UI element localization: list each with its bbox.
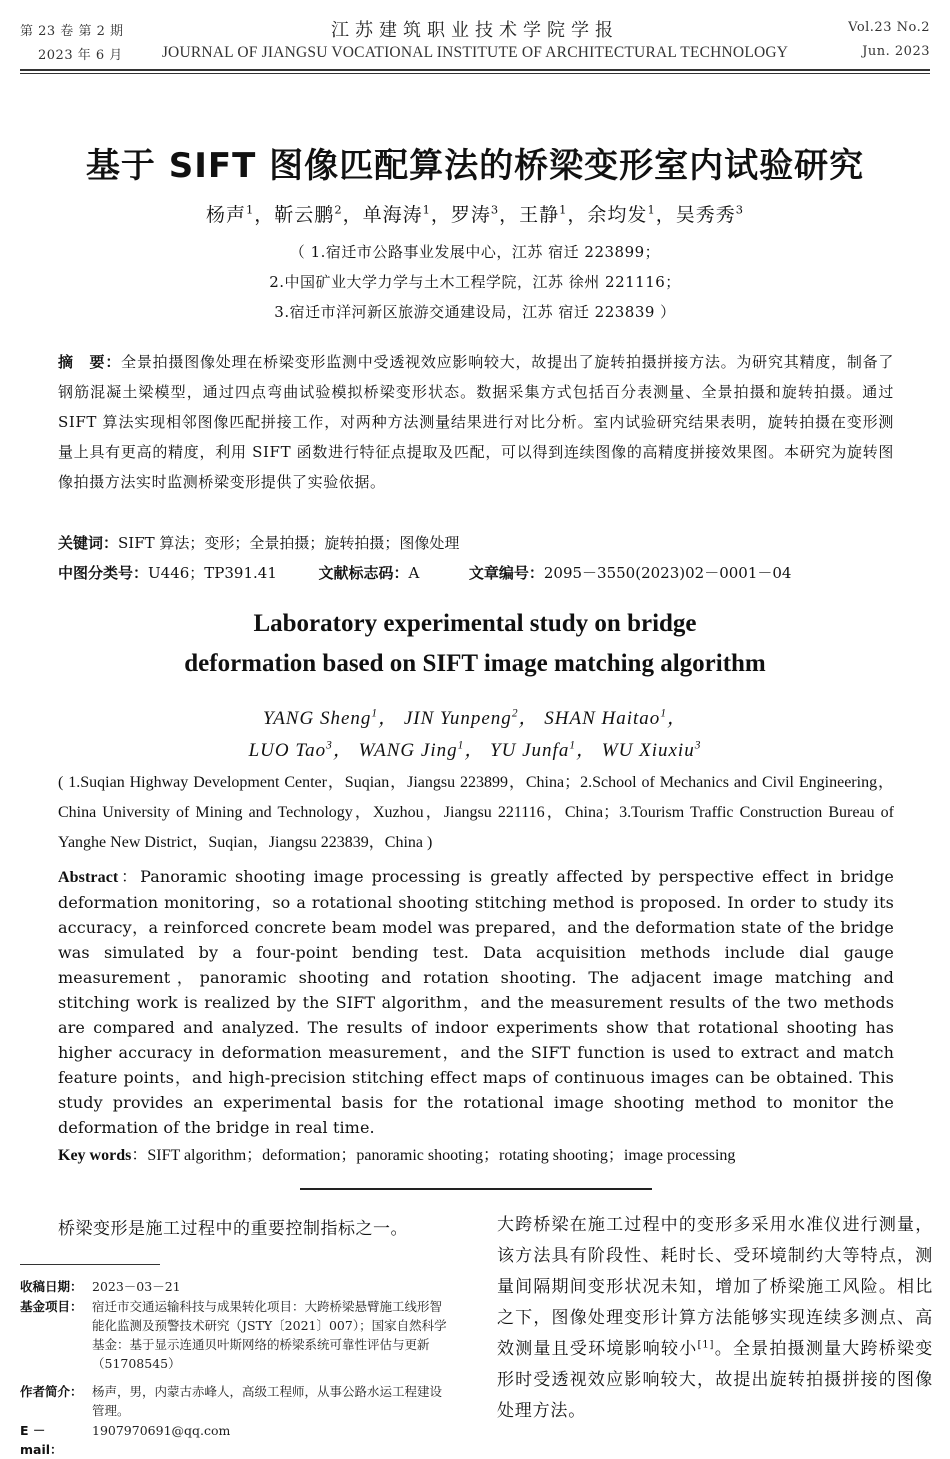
author-en-2-name: WU Xiuxiu: [601, 740, 695, 761]
title-en-line-1: Laboratory experimental study on bridge: [253, 610, 697, 637]
author-cn-affil-marker: 1: [422, 202, 431, 217]
publish-date-en: Jun. 2023: [862, 44, 930, 59]
volume-number-en: Vol.23 No.2: [848, 20, 930, 35]
author-en-1-name: YANG Sheng: [262, 708, 372, 729]
keywords-cn-text: SIFT 算法；变形；全景拍摄；旋转拍摄；图像处理: [118, 534, 460, 552]
keywords-en-label: Key words: [58, 1147, 132, 1164]
fund-label: 基金项目：: [20, 1299, 83, 1314]
title-en-line-2: deformation based on SIFT image matching algorithm: [184, 650, 766, 677]
abstract-cn-text: 全景拍摄图像处理在桥梁变形监测中受透视效应影响较大，故提出了旋转拍摄拼接方法。为研究其精度，制备了钢筋混凝土梁模型，通过四点弯曲试验模拟桥梁变形状态。数据采集方式包括百分表测量、全景拍摄和旋转拍摄。通过 SIFT 算法实现相邻图像匹配拼接工作，对两种方法测量结果进行对比分析。室内试验研究结果表明，旋转拍摄在变形测量上具有更高的精度，利用 SIFT 函数进行特征点提取及匹配，可以得到连续图像的高精度拼接效果图。本研究为旋转图像拍摄方法实时监测桥梁变形提供了实验依据。: [58, 353, 894, 491]
doc-code-label: 文献标志码：: [318, 564, 409, 582]
keywords-cn-label: 关键词：: [58, 534, 119, 552]
keywords-en-text: SIFT algorithm；deformation；panoramic shooting；rotating shooting；image processing: [147, 1147, 736, 1164]
author-cn-name: 罗涛: [450, 204, 491, 226]
footnote-fund: [20, 1297, 460, 1373]
author-cn-name: 王静: [519, 204, 560, 226]
email-value[interactable]: 1907970691@qq.com: [92, 1423, 231, 1438]
body-left-line: 桥梁变形是施工过程中的重要控制指标之一。: [58, 1219, 408, 1239]
author-cn-affil-marker: 1: [559, 202, 568, 217]
author-bio-label: 作者简介：: [20, 1384, 83, 1399]
publish-date: 2023 年 6 月: [38, 48, 123, 63]
received-label: 收稿日期：: [20, 1279, 83, 1294]
fund-value: 宿迁市交通运输科技与成果转化项目：大跨桥梁悬臂施工线形智能化监测及预警技术研究（JSTY〔2021〕007）；国家自然科学基金：基于显示连通贝叶斯网络的桥梁系统可靠性评估与更新（51708545）: [92, 1299, 447, 1371]
footnote-received: [20, 1277, 460, 1296]
journal-title-en: JOURNAL OF JIANGSU VOCATIONAL INSTITUTE OF ARCHITECTURAL TECHNOLOGY: [161, 44, 789, 61]
journal-title-cn: 江苏建筑职业技术学院学报: [331, 20, 619, 41]
abstract-en-label: Abstract: [58, 869, 119, 886]
body-right-paragraph: [497, 1210, 933, 1427]
author-en-1-name: JIN Yunpeng: [403, 708, 512, 729]
clc-label: 中图分类号：: [58, 564, 149, 582]
author-en-1-name: SHAN Haitao: [544, 708, 661, 729]
author-cn-affil-marker: 2: [334, 202, 343, 217]
header-rule-thick: [20, 69, 930, 71]
doc-code-value: A: [408, 564, 420, 582]
affiliation-cn-2: 2.中国矿业大学力学与土木工程学院，江苏 徐州 221116；: [269, 273, 681, 291]
section-divider: [300, 1188, 652, 1190]
author-en-2-affil-marker: 3: [326, 739, 333, 752]
footnote-rule: [20, 1264, 160, 1265]
author-list-en-2: LUO Tao$^3$， WANG Jing$^1$， YU Junfa$^1$， WU Xiuxiu$^3$: [248, 739, 702, 761]
email-label: E － mail：: [20, 1423, 63, 1457]
body-right-text: 大跨桥梁在施工过程中的变形多采用水准仪进行测量，该方法具有阶段性、耗时长、受环境制约大等特点，测量间隔期间变形状况未知，增加了桥梁施工风险。相比之下，图像处理变形计算方法能够实现连续多测点、高效测量且受环境影响较小: [497, 1215, 933, 1359]
clc-value: U446；TP391.41: [148, 564, 277, 582]
author-en-1-affil-marker: 2: [511, 707, 519, 720]
abstract-en-text: Panoramic shooting image processing is greatly affected by perspective effect in bridge deformation monitoring，so a rotational shooting stitching method is proposed. In order to study its accuracy，a reinforced concrete beam model was prepared，and the deformation state of the bridge was simulated by a four-point bending test. Data acquisition methods include dial gauge measurement，panoramic shooting and rotation shooting. The adjacent image matching and stitching work is realized by the SIFT algorithm，and the measurement results of the two methods are compared and analyzed. The results of indoor experiments show that rotational shooting has higher accuracy in deformation measurement，and the SIFT function is used to extract and match feature points，and high-precision stitching effect maps of continuous images can be obtained. This study provides an experimental basis for the rotational image shooting method to monitor the deformation of the bridge in real time.: [58, 867, 894, 1137]
page-title: 基于 SIFT 图像匹配算法的桥梁变形室内试验研究: [85, 146, 865, 186]
author-en-2-affil-marker: 1: [569, 739, 577, 752]
author-en-2-name: YU Junfa: [490, 740, 570, 761]
author-list-en-1: YANG Sheng$^1$， JIN Yunpeng$^2$， SHAN Haitao$^1$，: [262, 707, 688, 729]
author-cn-name: 杨声: [206, 204, 247, 226]
keywords-en: Key words：SIFT algorithm；deformation；panoramic shooting；rotating shooting；image processing: [58, 1147, 736, 1164]
author-cn-affil-marker: 3: [735, 202, 744, 217]
affiliations-en: ( 1.Suqian Highway Development Center，Suqian，Jiangsu 223899，China；2.School of Mechanics and Civil Engineering，China University of Mining and Technology，Xuzhou，Jiangsu 221116，China；3.Tourism Traffic Construction Bureau of Yanghe New District，Suqian，Jiangsu 223839，China ): [58, 774, 894, 851]
received-value: 2023－03－21: [92, 1279, 181, 1294]
article-number-value: 2095－3550(2023)02－0001－04: [543, 564, 792, 582]
author-en-2-name: WANG Jing: [358, 740, 458, 761]
author-cn-affil-marker: 1: [246, 202, 255, 217]
author-en-2-affil-marker: 3: [694, 739, 702, 752]
author-cn-name: 靳云鹏: [274, 204, 335, 226]
author-en-2-affil-marker: 1: [457, 739, 465, 752]
abstract-en: Abstract：Panoramic shooting image processing is greatly affected by perspective effect in bridge deformation monitoring，so a rotational shooting stitching method is proposed. In order to study its accuracy，a reinforced concrete beam model was prepared，and the deformation state of the bridge was simulated by a four-point bending test. Data acquisition methods include dial gauge measurement，panoramic shooting and rotation shooting. The adjacent image matching and stitching work is realized by the SIFT algorithm，and the measurement results of the two methods are compared and analyzed. The results of indoor experiments show that rotational shooting has higher accuracy in deformation measurement，and the SIFT function is used to extract and match feature points，and high-precision stitching effect maps of continuous images can be obtained. This study provides an experimental basis for the rotational image shooting method to monitor the deformation of the bridge in real time.: [58, 867, 894, 1137]
abstract-cn: [58, 347, 894, 497]
footnote-author: [20, 1382, 460, 1420]
abstract-cn-label: 摘 要：: [58, 353, 122, 371]
footnote-email: [20, 1421, 460, 1459]
keywords-cn: [58, 532, 894, 553]
author-cn-name: 吴秀秀: [675, 204, 736, 226]
author-cn-affil-marker: 3: [490, 202, 500, 217]
author-en-2-name: LUO Tao: [248, 740, 327, 761]
affiliation-cn-1: （ 1.宿迁市公路事业发展中心，江苏 宿迁 223899；: [289, 243, 661, 261]
title-en: [0, 604, 950, 684]
author-en-1-affil-marker: 1: [660, 707, 668, 720]
author-cn-affil-marker: 1: [647, 202, 656, 217]
classification-line: [58, 562, 894, 583]
body-right-text-2: 。全景拍摄测量大跨桥梁变形时受透视效应影响较大，故提出旋转拍摄拼接的图像处理方法。: [497, 1339, 933, 1421]
header-rule-thin: [20, 73, 930, 74]
author-bio-value: 杨声，男，内蒙古赤峰人，高级工程师，从事公路水运工程建设管理。: [92, 1384, 443, 1418]
author-cn-name: 余均发: [587, 204, 648, 226]
author-en-1-affil-marker: 1: [371, 707, 379, 720]
affiliation-cn-3: 3.宿迁市洋河新区旅游交通建设局，江苏 宿迁 223839 ）: [274, 303, 676, 321]
volume-issue: 第 23 卷 第 2 期: [20, 24, 124, 39]
author-list-cn: 杨声$^1$，靳云鹏$^2$，单海涛$^1$，罗涛$^3$，王静$^1$，余均发$^1$，吴秀秀$^3$: [206, 202, 744, 226]
citation-1[interactable]: [1]: [697, 1339, 715, 1351]
article-number-label: 文章编号：: [468, 564, 544, 582]
author-cn-name: 单海涛: [362, 204, 423, 226]
